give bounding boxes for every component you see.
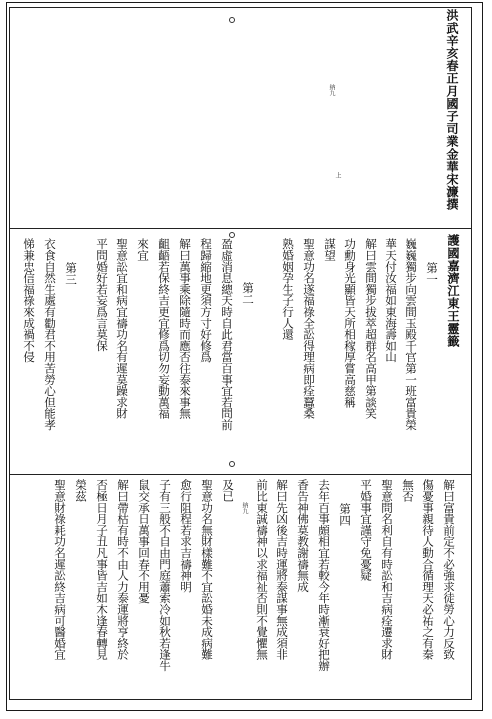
- folio-mark: 納九: [241, 502, 248, 514]
- text-column: 巍巍獨步向雲間玉殿千官第一班富貴榮: [404, 238, 418, 431]
- text-column: 盈虛消息總天時自此君當百事宜若問前: [220, 238, 234, 431]
- text-column: 及已: [221, 479, 235, 502]
- text-column: 聖意功名遂福祿全訟得理病即痊蠶桑: [302, 238, 316, 419]
- text-column: 解曰帶枯有時不由人力泰運將亨終於: [116, 479, 130, 660]
- author-line: 洪武辛亥春正月國子司業金華宋濂撰: [445, 9, 459, 211]
- text-column: 熟婚姻孕生子行人還: [281, 238, 295, 340]
- text-column: 聖意財祿耗功名遲訟終吉病可醫婚宜: [53, 479, 67, 660]
- section-title: 護國嘉濟江東王靈籤: [446, 234, 460, 348]
- text-column: 愈行阻程若求吉禱神明: [179, 479, 193, 593]
- text-column: 程歸縮地更須方寸好修爲: [199, 238, 213, 363]
- binding-hole-lower: [229, 461, 235, 467]
- text-column: 解曰先凶後吉時運將泰謀事無成須非: [275, 479, 289, 660]
- text-column: 去年百事頗相宜若較今年時漸衰好把辦: [317, 479, 331, 672]
- text-column: 榮茲: [74, 479, 88, 502]
- text-column: 鼠交承日萬事回春不用憂: [137, 479, 151, 604]
- text-column: 聖意功名無財樣難不宜訟婚未成病難: [200, 479, 214, 660]
- text-column: 無否: [401, 479, 415, 502]
- inner-border: [9, 7, 472, 700]
- lot-heading: 第一: [425, 262, 439, 285]
- section-divider-lower: [9, 474, 472, 475]
- text-column: 悌兼忠信福祿來成禍不侵: [22, 238, 36, 363]
- text-column: 聖意問名利自有時訟和吉病痊遷求財: [380, 479, 394, 660]
- lot-heading: 第四: [338, 503, 352, 526]
- text-column: 平婚事宜謹守免憂疑: [359, 479, 373, 581]
- text-column: 齟齬若保終吉更宜修爲切勿妄動萬福: [157, 238, 171, 419]
- text-column: 平問婚好若妄爲言莫保: [95, 238, 109, 352]
- text-column: 解曰富貴前定不必強求徒勞心力反致: [442, 479, 456, 660]
- section-divider-upper: [9, 228, 472, 229]
- text-column: 衣食自然生處有勸君不用苦勞心但能孝: [43, 238, 57, 431]
- text-column: 傷憂事親待人動合循理天必祐之有秦: [421, 479, 435, 660]
- text-column: 子有三般不自由門庭蕭索冷如秋若逢牛: [158, 479, 172, 672]
- text-column: 聖意訟宜和病宜禱功名有遲莫躁求財: [115, 238, 129, 419]
- text-column: 前比東誠禱神以求福祉否則不覺懼無: [255, 479, 269, 660]
- text-column: 解曰雲間獨步拔萃超群名高甲第談笑: [364, 238, 378, 419]
- text-column: 否極日月子丑凡事皆吉如木逢春轉見: [95, 479, 109, 660]
- text-column: 來宜: [136, 238, 150, 261]
- binding-hole-top: [229, 17, 235, 23]
- folio-mark: 納九: [328, 84, 335, 96]
- lot-heading: 第三: [64, 262, 78, 285]
- page-mark: 上: [334, 172, 341, 178]
- text-column: 謀望: [323, 238, 337, 261]
- text-column: 功勳身光顯皆天所相稼厚嘗高慈稱: [343, 238, 357, 408]
- text-column: 香告神佛莫教謝禱無成: [296, 479, 310, 593]
- text-column: 華天付汝福如東海壽如山: [384, 238, 398, 363]
- lot-heading: 第二: [241, 282, 255, 305]
- text-column: 解曰萬事乘除隨時而應否往泰來事無: [178, 238, 192, 419]
